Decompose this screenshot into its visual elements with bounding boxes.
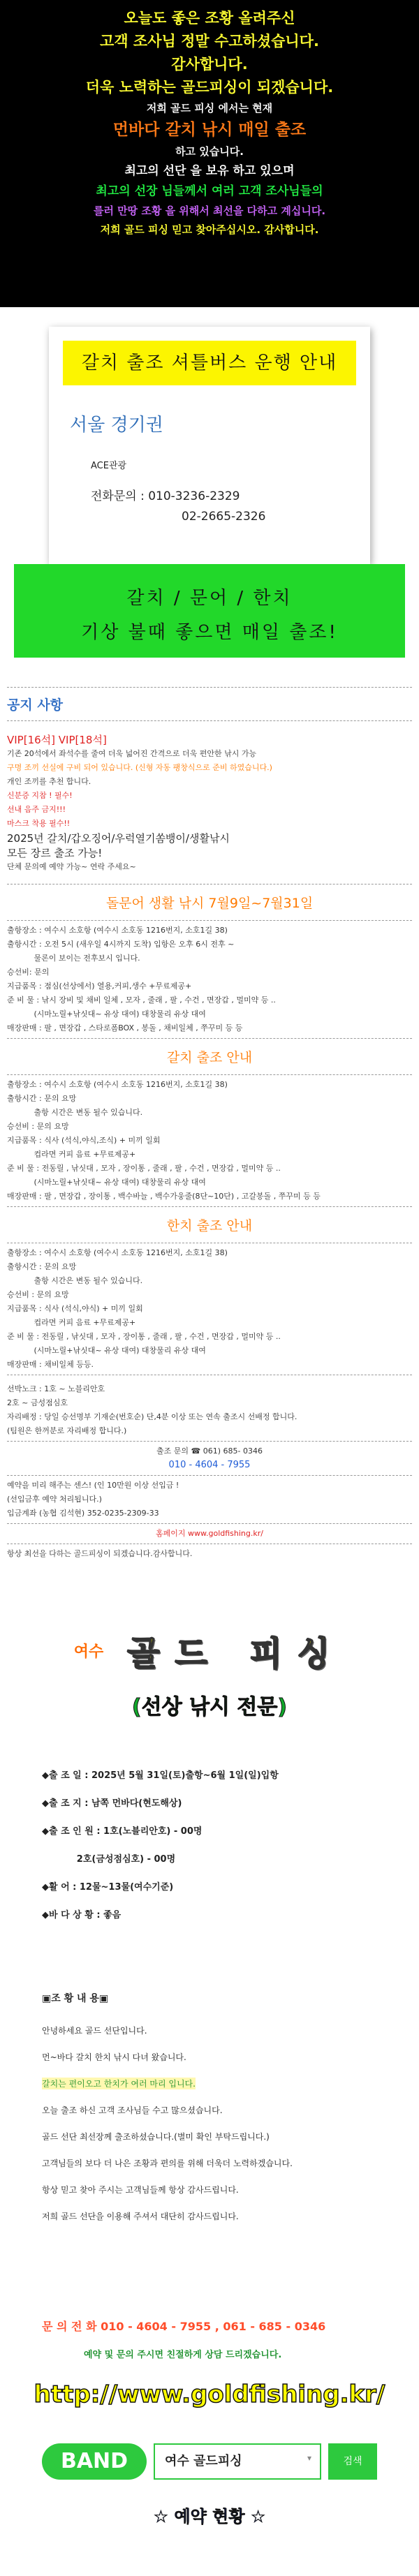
notice-section: [0, 684, 419, 1561]
notice-all-genre: 모든 장르 출조 가능!: [7, 847, 103, 859]
catch-report-line: 항상 믿고 찾아 주시는 고객님들께 항상 감사드립니다.: [42, 2185, 239, 2195]
catch-report-line: 고객님들의 보다 더 나은 조황과 편의를 위해 더욱더 노력하겠습니다.: [42, 2159, 293, 2168]
vip-seats: VIP[16석] VIP[18석]: [7, 734, 107, 746]
trip-detail-row: ◆출 조 지 : 남쪽 먼바다(현도해상): [42, 1798, 182, 1809]
notice-id: 신분증 지참 ! 필수!: [7, 791, 73, 800]
trip-sections: [7, 887, 412, 1375]
section-row: 출항장소 : 여수시 소호항 (여수시 소호동 1216번지, 소호1길 38): [7, 926, 228, 935]
divider: [7, 1074, 412, 1075]
contact-phone: 문 의 전 화 010 - 4604 - 7955 , 061 - 685 - 0346: [42, 2320, 326, 2333]
header-line: 를러 만땅 조황 을 위해서 최선을 다하고 계십니다.: [93, 205, 326, 217]
section-row: 승선비 : 문의 요망: [7, 1290, 69, 1299]
notice-line: 개인 조끼를 추천 합니다.: [7, 777, 91, 786]
trip-detail-row: 2호(금성점심호) - 00명: [42, 1854, 176, 1865]
notice-mask: 마스크 착용 필수!!: [7, 819, 71, 828]
section-row: 물론이 보이는 전후보시 입니다.: [7, 954, 140, 963]
notice-group: 단체 문의예 예약 가능~ 연락 주세요~: [7, 862, 136, 871]
divider: [7, 1523, 412, 1524]
band-search-bar: [42, 2443, 377, 2480]
catch-report-line: 오늘 출조 하신 고객 조사님들 수고 많으셨습니다.: [42, 2105, 223, 2115]
contact-note: 예약 및 문의 주시면 친절하게 상담 드리겠습니다.: [84, 2350, 282, 2360]
shuttle-phone-2: 02-2665-2326: [182, 510, 266, 524]
section-row: 출항시간 : 오전 5시 (새우일 4시까지 도착) 입항은 오후 6시 전후 ~: [7, 940, 235, 949]
catch-report-poster: [0, 1585, 419, 2576]
section-row: 지급품목 : 식사 (석식,야식,조식) + 미끼 일회: [7, 1136, 161, 1145]
catch-report-line: 먼~바다 갈치 한치 낚시 다녀 왔습니다.: [42, 2052, 186, 2062]
band-logo[interactable]: BAND: [42, 2443, 147, 2480]
section-row: 출항장소 : 여수시 소호항 (여수시 소호동 1216번지, 소호1길 38): [7, 1248, 228, 1257]
section-row: 준 비 물 : 전동릴 , 낚싯대 , 모자 , 장이통 , 줄래 , 팔 , 수건 , 면장갑 , 멀미약 등 ..: [7, 1164, 281, 1173]
header-line: 고객 조사님 정말 수고하셨습니다.: [100, 33, 319, 50]
section-title: 한치 출조 안내: [166, 1218, 253, 1234]
header-line: 하고 있습니다.: [175, 145, 244, 158]
catch-report-line: 안녕하세요 골드 선단입니다.: [42, 2026, 147, 2036]
trip-detail-row: ◆활 어 : 12물~13물(여수기준): [42, 1882, 174, 1893]
header-line: 저희 골드 피싱 믿고 찾아주십시오. 감사합니다.: [100, 223, 319, 236]
section-row: 승선비 : 문의 요망: [7, 1122, 69, 1131]
shuttle-phone: 전화문의 : 010-3236-2329: [91, 489, 240, 503]
notice-title: 공지 사항: [7, 697, 64, 713]
divider: [7, 1441, 412, 1442]
bank-account: 입금계좌 (농협 김석현) 352-0235-2309-33: [7, 1509, 159, 1518]
section-row: 준 비 물 : 전동릴 , 낚싯대 , 모자 , 장이통 , 줄래 , 팔 , 수건 , 면장갑 , 멀미약 등 ..: [7, 1332, 281, 1341]
seat-rule-2: (팀원은 한꺼분로 자리배정 합니다.): [7, 1426, 127, 1435]
section-row: 출항시간 : 문의 요망: [7, 1094, 77, 1103]
header-line: 더욱 노력하는 골드피싱이 되겠습니다.: [85, 79, 334, 96]
brand-big: 골드 피싱: [127, 1634, 346, 1673]
trip-detail-row: ◆출 조 인 원 : 1호(노블리안호) - 00명: [42, 1826, 203, 1837]
header-line: 오늘도 좋은 조황 올려주신: [124, 10, 295, 27]
departure-phone: 출조 문의 ☎ 061) 685- 0346: [156, 1446, 263, 1456]
header-line: 최고의 선장 님들께서 여러 고객 조사님들의: [96, 184, 323, 198]
shuttle-area: 서울 경기권: [70, 415, 163, 436]
section-title: 돌문어 생활 낚시 7월9일~7월31일: [105, 896, 314, 911]
section-row: 준 비 물 : 낚시 장비 및 채비 일체 , 모자 , 줄래 , 팔 , 수건 , 면장갑 , 멀미약 등 ..: [7, 995, 276, 1005]
catch-report-line: 저희 골드 선단을 이용해 주셔서 대단히 감사드립니다.: [42, 2212, 239, 2221]
closing-line: 항상 최선을 다하는 골드피싱이 되겠습니다.감사합니다.: [7, 1549, 193, 1558]
shuttle-company: ACE관광: [91, 461, 127, 471]
notice-season: 2025년 갈치/갑오징어/우럭열기쏨뱅이/생활낚시: [7, 832, 230, 845]
section-row: 출항시간 : 문의 요망: [7, 1262, 77, 1271]
divider: [7, 1038, 412, 1039]
seat-rule: 자리배정 : 당일 승선명부 기재순(번호순) 단,4분 이상 또는 연속 출조시 선배정 합니다.: [7, 1412, 297, 1421]
header-lines: [0, 7, 419, 239]
section-row: 승선비: 문의: [7, 968, 50, 977]
deposit-note: 예약을 미리 해주는 센스! (인 10만원 이상 선입금 !: [7, 1481, 179, 1490]
dropdown-icon: ▾: [307, 2453, 312, 2463]
mobile-phone: 010 - 4604 - 7955: [168, 1460, 251, 1470]
section-row: 지급품목 : 점심(선상에서) 열용,커피,생수 +무료제공+: [7, 982, 192, 991]
section-row: 컵라면 커피 음료 +무료제공+: [7, 1150, 136, 1159]
section-row: 지급품목 : 식사 (석식,야식) + 미끼 일회: [7, 1304, 143, 1313]
header-line: 먼바다 갈치 낚시 매일 출조: [112, 121, 307, 139]
band-search-input[interactable]: 여수 골드피싱: [154, 2443, 321, 2480]
daily-departure-box: [14, 564, 405, 658]
section-row: 매장판매 : 채비일체 등등.: [7, 1360, 94, 1369]
trip-detail-row: ◆바 다 상 황 : 좋음: [42, 1910, 122, 1920]
brand-small: 여수: [73, 1643, 104, 1661]
seat-info: 선박노크 : 1호 ~ 노블리안호: [7, 1384, 105, 1393]
section-row: 컵라면 커피 음료 +무료제공+: [7, 1318, 136, 1327]
homepage-link[interactable]: 홈페이지 www.goldfishing.kr/: [156, 1529, 263, 1538]
divider: [7, 687, 412, 688]
divider: [7, 720, 412, 721]
section-row: (시마노릴+낚싯대~ 유상 대여) 대창물리 유상 대여: [7, 1346, 206, 1355]
notice-alcohol: 선내 음주 금지!!!: [7, 805, 66, 814]
section-title: 갈치 출조 안내: [166, 1050, 253, 1065]
daily-departure-text: 기상 불때 좋으면 매일 출조!: [81, 622, 338, 643]
section-row: 매장판매 : 팔 , 면장갑 , 장이통 , 백수바늘 , 백수가웅줄(8단~10단) , 고갈봉돌 , 쭈꾸미 등 등: [7, 1192, 321, 1201]
trip-detail-row: ◆출 조 일 : 2025년 5월 31일(토)출항~6월 1일(일)입항: [42, 1770, 279, 1781]
header-line: 저희 골드 피싱 에서는 현재: [146, 102, 273, 114]
catch-report-line: 골드 선단 최선장께 출조하셨습니다.(별미 확인 부탁드립니다.): [42, 2132, 270, 2142]
section-row: 출항 시간은 변동 될수 있습니다.: [7, 1276, 143, 1285]
notice-lifejacket: 구명 조끼 선실에 구비 되어 있습니다. (신형 자동 팽창식으로 준비 하였습니다.): [7, 763, 272, 772]
target-species: 갈치 / 문어 / 한치: [126, 588, 293, 609]
info-title: ▣조 황 내 용▣: [42, 1993, 109, 2004]
section-row: (시마노릴+낚싯대~ 유상 대여) 대창물리 유상 대여: [7, 1178, 206, 1187]
section-row: (시마노릴+낚싯대~ 유상 대여) 대창물리 유상 대여: [7, 1009, 206, 1019]
poster-brand: [0, 1627, 419, 1675]
header-line: 감사합니다.: [171, 56, 248, 73]
band-search-button[interactable]: 검색: [328, 2443, 377, 2480]
divider: [7, 920, 412, 921]
header-banner: [0, 0, 419, 307]
header-line: 최고의 선단 을 보유 하고 있으며: [124, 164, 295, 178]
poster-subtitle: (선상 낚시 전문): [131, 1695, 288, 1719]
divider: [7, 1475, 412, 1476]
section-row: 출항장소 : 여수시 소호항 (여수시 소호동 1216번지, 소호1길 38): [7, 1080, 228, 1089]
section-row: 매장판매 : 팔 , 면장갑 , 스타로폼BOX , 봉돌 , 채비일체 , 쭈꾸미 등 등: [7, 1023, 243, 1032]
shuttle-banner: [49, 327, 370, 564]
section-row: 출항 시간은 변동 될수 있습니다.: [7, 1108, 143, 1117]
shuttle-title: 갈치 출조 셔틀버스 운행 안내: [63, 341, 356, 385]
divider: [7, 1206, 412, 1207]
seat-info-2: 2호 ~ 금성점심호: [7, 1398, 68, 1407]
website-url[interactable]: http://www.goldfishing.kr/: [34, 2381, 385, 2408]
reservation-status-button[interactable]: ☆ 예약 현황 ☆: [153, 2507, 266, 2526]
deposit-note-2: (선입금후 예약 처리됩니다.): [7, 1495, 102, 1504]
notice-intro: 기존 20석에서 좌석수를 줄여 더욱 넓어진 간격으로 더욱 편안한 낚시 가능: [7, 749, 257, 758]
catch-report-line: 갈치는 편이오고 한치가 여러 마리 입니다.: [42, 2079, 196, 2089]
